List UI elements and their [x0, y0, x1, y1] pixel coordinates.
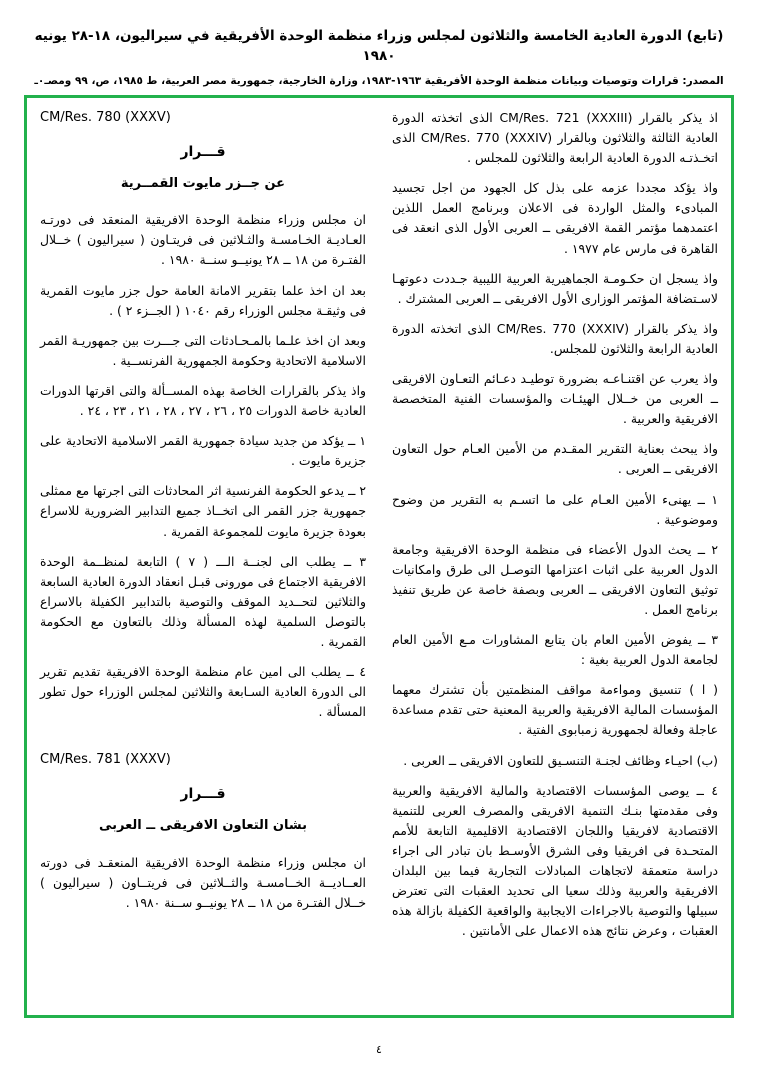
header-source: المصدر: ‏قرارات وتوصيات وبيانات منظمة الوحدة الأفريقية ١٩٦٣-١٩٨٣، وزارة الخارجية، جمهورية مصر العربية، ط ١٩٨٥، ص، ٩٩ ومصـ٠ـ: [34, 74, 724, 87]
two-column-body: [40, 108, 718, 1006]
paragraph: بعد ان اخذ علما بتقرير الامانة العامة حول جزر مايوت القمرية فى وثيقـة مجلس الوزراء رقم ١٠٤٠ ( الجــزء ٢ ) .: [40, 282, 366, 318]
resolution-number: CM/Res. 781 (XXXV): [40, 752, 171, 768]
section-spacer: [40, 732, 366, 750]
resolution-heading: قـــرار: [180, 785, 226, 802]
paragraph: ٢ ــ يدعو الحكومة الفرنسية اثر المحادثات التى اجرتها مع ممثلى جمهورية جزر القمر الى اتخــاذ جميع التدابير الضرورية للاسراع بعودة جزيرة مايوت للمجموعة القمرية .: [40, 483, 366, 539]
resolution-number: CM/Res. 780 (XXXV): [40, 110, 171, 125]
page-number: ٤: [376, 1043, 382, 1056]
column-left: [40, 108, 366, 1006]
paragraph: ١ ــ يؤكد من جديد سيادة جمهورية القمر الاسلامية الاتحادية على جزيرة مايوت .: [40, 433, 366, 469]
paragraph: اذ يذكر بالقرار (CM/Res. 721 (XXXIII الذى اتخذته الدورة العادية الثالثة والثلاثون وبالقرار CM/Res. 770 (XXXIV) الذى اتخـذتـه الدورة العادية الرابعة والثلاثون للمجلس .: [392, 110, 718, 166]
paragraph: ٢ ــ يحث الدول الأعضاء فى منظمة الوحدة الافريقية وجامعة الدول العربية على اثبات اعتزامها التوصـل الى طرق وامكانيات توثيق التعاون الافريقى ــ العربى وبصفة خاصة عن طريق تنفيذ برنامج العمل .: [392, 541, 718, 617]
paragraph: واذ يعرب عن اقتنـاعـه بضرورة توطيـد دعـائم التعـاون الافريقى ــ العربى من خــلال الهيئـات والمؤسسات الفنية المتخصصة الافريقية والعربية .: [392, 371, 718, 427]
paragraph: واذ يذكر بالقرار CM/Res. 770 (XXXIV) الذى اتخذته الدورة العادية الرابعة والثلاثون للمجلس.: [392, 320, 718, 356]
paragraph: ٤ ــ يطلب الى امين عام منظمة الوحدة الافريقية تقديم تقرير الى الدورة العادية السـابعة والثلاثين لمجلس الوزراء حول تطور المسألة .: [40, 664, 366, 720]
paragraph: واذ يبحث بعناية التقرير المقـدم من الأمين العـام حول التعاون الافريقى ــ العربى .: [392, 441, 718, 477]
paragraph: واذ يؤكد مجددا عزمه على بذل كل الجهود من اجل تجسيد المبادىء والمثل الواردة فى الاعلان وبرنامج العمل اللذين اعتمدهما مؤتمر القمة الافريقى ــ العربى الأول الذى انعقد فى القاهرة فى مارس عام ١٩٧٧ .: [392, 180, 718, 256]
resolution-title: بشان التعاون الافريقى ــ العربى: [98, 817, 308, 833]
paragraph: (ب) احيـاء وظائف لجنـة التنسـيق للتعاون الافريقى ــ العربى .: [403, 752, 718, 768]
paragraph: ١ ــ يهنىء الأمين العـام على ما اتسـم به التقرير من وضوح وموضوعية .: [392, 491, 718, 527]
page-header: [28, 26, 730, 89]
paragraph: ان مجلس وزراء منظمة الوحدة الافريقية المنعقد فى دورتـه العـاديـة الخـامسـة والثـلاثين فى فريتـاون ( سيراليون ) خــلال الفتـرة من ١٨ ــ ٢٨ يونيــو سنــة ١٩٨٠ .: [40, 212, 366, 268]
resolution-title: عن جــزر مايوت القمــرية: [120, 175, 286, 191]
header-title: (تابع) الدورة العادية الخامسة والثلاثون لمجلس وزراء منظمة الوحدة الأفريقية في سيراليون، ١٨-٢٨ يونيه ١٩٨٠: [34, 28, 724, 65]
paragraph: ٤ ــ يوصى المؤسسات الاقتصادية والمالية الافريقية والعربية وفى مقدمتها بنـك التنمية الافريقى والمصرف العربى للتنمية الاقتصادية لافريقيا واللجان الاقتصادية الاقليمية التابعة للأمم المتحـدة فى افريقيا وفى الشرق الأوسـط بان تبادر الى اجراء دراسة متعمقة لاتجاهات المبادلات التجارية فيما بين البلدان الافريقية والعربية وذلك سعيا الى تحديد العقبات التى تعترض سبيلها والتوصية بالاجراءات الايجابية والواقعية الكفيلة بازالة هذه العقبات ، وعرض نتائج هذه الاعمال على الأمانتين .: [392, 782, 718, 939]
paragraph: واذ يذكر بالقرارات الخاصة بهذه المســألة والتى اقرتها الدورات العادية خاصة الدورات ٢٥ ، ٢٦ ، ٢٧ ، ٢٨ ، ٢١ ، ٢٣ ، ٢٤ .: [40, 382, 366, 419]
paragraph: ان مجلس وزراء منظمة الوحدة الافريقية المنعقـد فى دورته العــاديــة الخــامسـة والثــلاثين فى فريتــاون ( سيراليون ) خــلال الفتـرة من ١٨ ــ ٢٨ يونيــو ســنة ١٩٨٠ .: [40, 854, 366, 910]
paragraph: ٣ ــ يفوض الأمين العام بان يتابع المشاورات مـع الأمين العام لجامعة الدول العربية بغية :: [392, 632, 718, 668]
paragraph: ٣ ــ يطلب الى لجنــة الـــ ( ٧ ) التابعة لمنظــمة الوحدة الافريقية الاجتماع فى مورونى قبـل انعقاد الدورة العادية السابعة والثلاثين لتحــديد الموقف والتوصية بالتدابير الكفيلة بالاسراع بالتوصل السلمية لهذه المسألة وذلك بالتعاون مع الحكومة القمرية .: [40, 553, 366, 649]
resolution-heading: قـــرار: [180, 143, 226, 160]
paragraph: واذ يسجل ان حكـومـة الجماهيرية العربية الليبية جـددت دعوتهـا لاسـتضافة المؤتمر الوزارى الأول الافريقى ــ العربى المشترك .: [392, 270, 718, 306]
paragraph: ( ا ) تنسيق ومواءمة مواقف المنظمتين بأن تشترك معهما المؤسسات المالية الافريقية والعربية المعنية حتى تقدم مساعدة عاجلة وفعالة لجمهورية زمبابوى الفتية .: [392, 682, 718, 738]
paragraph: وبعد ان اخذ علـما بالمـحـادثات التى جـــرت بين جمهوريـة القمر الاسلامية الاتحادية وحكومة الجمهورية الفرنســية .: [40, 332, 366, 368]
column-right: [392, 108, 718, 1006]
